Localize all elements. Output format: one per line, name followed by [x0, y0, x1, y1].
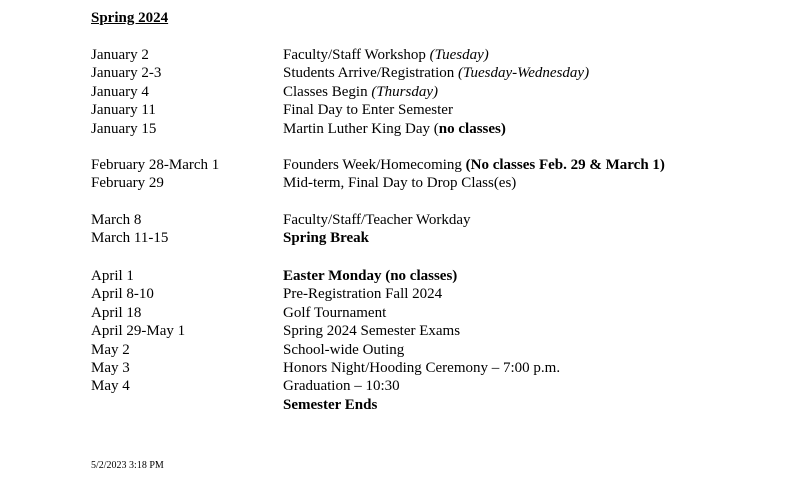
event-group	[91, 267, 791, 414]
calendar-row	[91, 211, 791, 229]
calendar-row	[91, 64, 791, 82]
event-text-segment: Faculty/Staff/Teacher Workday	[283, 212, 471, 228]
event-date: May 3	[91, 359, 130, 376]
event-group	[91, 211, 791, 248]
event-description	[283, 101, 453, 119]
calendar-row	[91, 174, 791, 192]
event-description	[283, 304, 386, 322]
event-description	[283, 120, 506, 138]
event-description	[283, 83, 438, 101]
event-date: May 4	[91, 378, 130, 395]
event-text-segment: Semester Ends	[283, 396, 378, 413]
calendar-row	[91, 267, 791, 285]
event-text-segment: (Tuesday-Wednesday)	[457, 65, 590, 82]
calendar-row	[91, 396, 791, 414]
event-text-segment: Founders Week/Homecoming	[283, 157, 466, 173]
event-date: March 8	[91, 212, 142, 228]
event-text-segment: Golf Tournament	[283, 304, 387, 321]
calendar-row	[91, 46, 791, 64]
event-date: April 29-May 1	[91, 323, 186, 340]
event-text-segment: Easter Monday (no classes)	[283, 268, 458, 284]
event-text-segment: Classes Begin	[283, 83, 372, 100]
event-description	[283, 64, 589, 82]
event-description	[283, 341, 404, 359]
event-date: January 2-3	[91, 65, 162, 82]
event-date: January 11	[91, 102, 156, 119]
event-text-segment: (Thursday)	[371, 83, 439, 100]
calendar-title: Spring 2024	[91, 10, 169, 26]
event-date: April 8-10	[91, 286, 154, 303]
event-text-segment: Students Arrive/Registration	[283, 65, 458, 82]
event-text-segment: Martin Luther King Day (	[283, 120, 439, 137]
event-text-segment: no classes)	[438, 120, 506, 137]
print-timestamp: 5/2/2023 3:18 PM	[91, 460, 164, 471]
calendar-row	[91, 359, 791, 377]
calendar-row	[91, 322, 791, 340]
event-description	[283, 267, 457, 285]
calendar-row	[91, 304, 791, 322]
calendar-row	[91, 101, 791, 119]
calendar-row	[91, 229, 791, 247]
event-date: January 2	[91, 47, 149, 63]
event-date: May 2	[91, 341, 130, 358]
event-date: April 1	[91, 268, 134, 284]
event-date	[91, 396, 283, 414]
event-description	[283, 156, 665, 174]
event-text-segment: Spring Break	[283, 230, 369, 247]
event-text-segment: Mid-term, Final Day to Drop Class(es)	[283, 175, 517, 192]
calendar-row	[91, 156, 791, 174]
event-group	[91, 46, 791, 138]
event-date: January 15	[91, 120, 157, 137]
event-description	[283, 377, 400, 395]
event-description	[283, 322, 460, 340]
event-group	[91, 156, 791, 193]
event-text-segment: Graduation – 10:30	[283, 378, 400, 395]
event-description	[283, 46, 489, 64]
event-text-segment: Faculty/Staff Workshop	[283, 47, 430, 63]
event-description	[283, 229, 369, 247]
event-text-segment: Spring 2024 Semester Exams	[283, 323, 461, 340]
event-description	[283, 174, 516, 192]
event-date: February 28-March 1	[91, 157, 220, 173]
event-description	[283, 211, 471, 229]
event-text-segment: School-wide Outing	[283, 341, 405, 358]
event-text-segment: (Tuesday)	[429, 47, 489, 63]
calendar-row	[91, 377, 791, 395]
event-date: January 4	[91, 83, 149, 100]
event-text-segment: Pre-Registration Fall 2024	[283, 286, 443, 303]
event-description	[283, 396, 377, 414]
event-description	[283, 285, 442, 303]
calendar-row	[91, 341, 791, 359]
event-text-segment: Final Day to Enter Semester	[283, 102, 453, 119]
calendar-row	[91, 120, 791, 138]
calendar-row	[91, 285, 791, 303]
calendar-row	[91, 83, 791, 101]
event-text-segment: Honors Night/Hooding Ceremony – 7:00 p.m.	[283, 359, 561, 376]
event-date: March 11-15	[91, 230, 169, 247]
event-description	[283, 359, 560, 377]
event-text-segment: (No classes Feb. 29 & March 1)	[465, 157, 665, 173]
event-date: February 29	[91, 175, 164, 192]
event-date: April 18	[91, 304, 142, 321]
